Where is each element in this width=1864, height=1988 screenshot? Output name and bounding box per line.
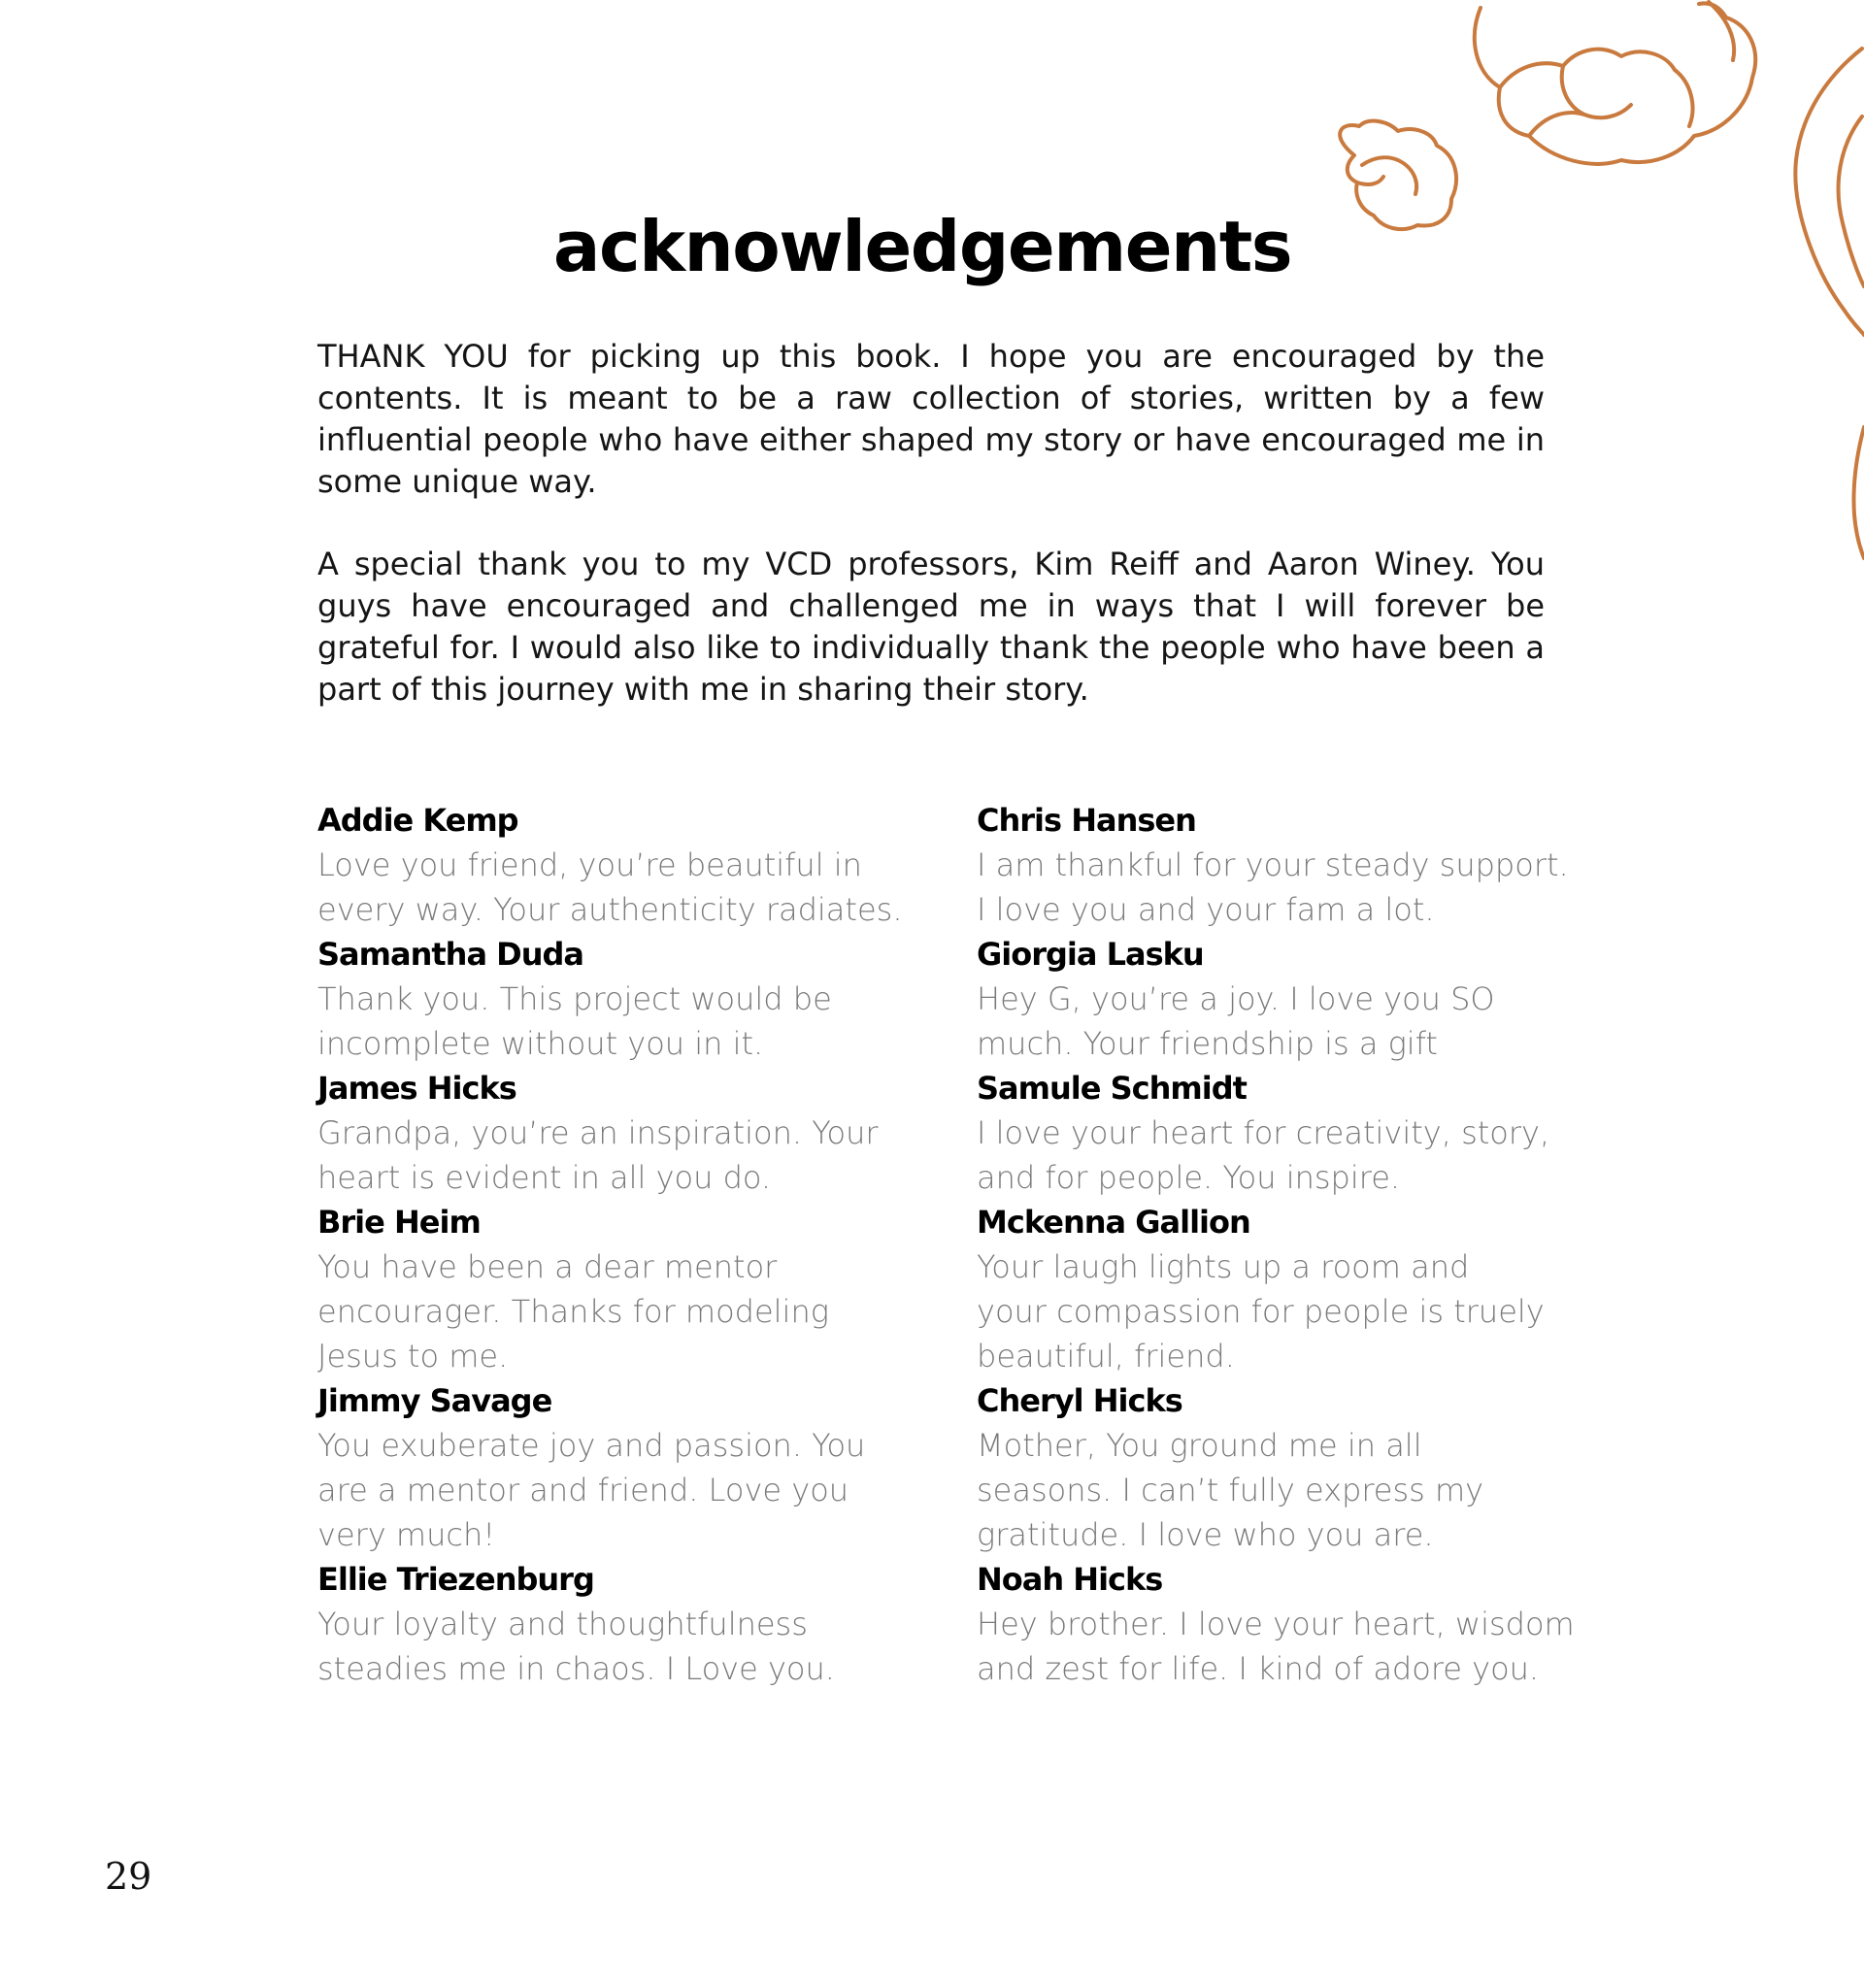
acknowledgement-entry bbox=[317, 932, 939, 1066]
acknowledgement-entry bbox=[977, 1200, 1598, 1378]
message-line: and for people. You inspire. bbox=[977, 1159, 1401, 1196]
message-line: Grandpa, you’re an inspiration. Your bbox=[317, 1114, 879, 1151]
message-line: beautiful, friend. bbox=[977, 1338, 1235, 1375]
person-name: Addie Kemp bbox=[317, 802, 518, 839]
acknowledgement-entry bbox=[317, 798, 939, 932]
message-line: much. Your friendship is a gift bbox=[977, 1025, 1438, 1062]
message-line: I love your heart for creativity, story, bbox=[977, 1114, 1550, 1151]
message-line: Your loyalty and thoughtfulness bbox=[317, 1606, 808, 1642]
acknowledgement-entry bbox=[977, 1378, 1598, 1557]
person-name: Ellie Triezenburg bbox=[317, 1561, 594, 1598]
message-line: Thank you. This project would be bbox=[317, 980, 832, 1017]
message-line: are a mentor and friend. Love you bbox=[317, 1472, 849, 1508]
message-line: and zest for life. I kind of adore you. bbox=[977, 1650, 1540, 1687]
acknowledgement-entry bbox=[317, 1066, 939, 1200]
person-name: Cheryl Hicks bbox=[977, 1382, 1182, 1419]
acknowledgement-entry bbox=[977, 1557, 1598, 1691]
message-line: You have been a dear mentor bbox=[317, 1248, 778, 1285]
message-line: your compassion for people is truely bbox=[977, 1293, 1545, 1330]
intro-text bbox=[317, 336, 1545, 751]
intro-paragraph: THANK YOU for picking up this book. I hope you are encouraged by the contents. It is meant to be a raw collection of stories, written by a few influential people who have either shaped my story or have encouraged me in some unique way. bbox=[317, 338, 1545, 500]
person-name: Samantha Duda bbox=[317, 936, 584, 973]
person-name: Giorgia Lasku bbox=[977, 936, 1204, 973]
message-line: encourager. Thanks for modeling bbox=[317, 1293, 829, 1330]
message-line: I am thankful for your steady support. bbox=[977, 846, 1569, 883]
message-line: gratitude. I love who you are. bbox=[977, 1516, 1434, 1553]
message-line: incomplete without you in it. bbox=[317, 1025, 764, 1062]
person-name: Mckenna Gallion bbox=[977, 1204, 1250, 1241]
message-line: Mother, You ground me in all bbox=[977, 1427, 1422, 1464]
intro-paragraph: A special thank you to my VCD professors, Kim Reiff and Aaron Winey. You guys have encouraged and challenged me in ways that I will forever be grateful for. I would also like to individually thank the people who have been a part of this journey with me in sharing their story. bbox=[317, 546, 1545, 708]
message-line: steadies me in chaos. I Love you. bbox=[317, 1650, 835, 1687]
message-line: Jesus to me. bbox=[317, 1338, 509, 1375]
person-name: Chris Hansen bbox=[977, 802, 1196, 839]
message-line: seasons. I can’t fully express my bbox=[977, 1472, 1484, 1508]
acknowledgement-entry bbox=[977, 798, 1598, 932]
message-line: Hey G, you’re a joy. I love you SO bbox=[977, 980, 1495, 1017]
acknowledgement-entry bbox=[317, 1557, 939, 1691]
acknowledgement-entry bbox=[317, 1378, 939, 1557]
message-line: heart is evident in all you do. bbox=[317, 1159, 772, 1196]
page-number: 29 bbox=[105, 1855, 152, 1898]
person-name: Brie Heim bbox=[317, 1204, 481, 1241]
acknowledgement-entry bbox=[977, 1066, 1598, 1200]
acknowledgement-list-right bbox=[977, 798, 1598, 1691]
person-name: Noah Hicks bbox=[977, 1561, 1163, 1598]
person-name: Jimmy Savage bbox=[317, 1382, 552, 1419]
person-name: Samule Schmidt bbox=[977, 1070, 1247, 1107]
message-line: every way. Your authenticity radiates. bbox=[317, 891, 903, 928]
message-line: Hey brother. I love your heart, wisdom bbox=[977, 1606, 1575, 1642]
acknowledgement-entry bbox=[317, 1200, 939, 1378]
message-line: Your laugh lights up a room and bbox=[977, 1248, 1470, 1285]
acknowledgement-entry bbox=[977, 932, 1598, 1066]
message-line: You exuberate joy and passion. You bbox=[317, 1427, 866, 1464]
person-name: James Hicks bbox=[317, 1070, 516, 1107]
message-line: Love you friend, you’re beautiful in bbox=[317, 846, 862, 883]
acknowledgement-list-left bbox=[317, 798, 939, 1691]
message-line: very much! bbox=[317, 1516, 496, 1553]
page-title: acknowledgements bbox=[552, 206, 1292, 287]
message-line: I love you and your fam a lot. bbox=[977, 891, 1435, 928]
